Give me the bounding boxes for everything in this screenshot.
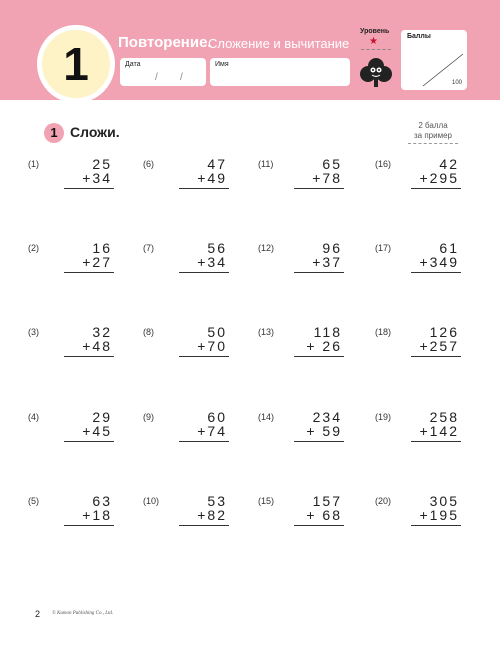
problem-addend-bottom: +74 [197, 423, 227, 439]
problem-addend-top: 50 [207, 324, 227, 340]
answer-line [294, 441, 344, 442]
page-subtitle: Сложение и вычитание [208, 36, 350, 51]
score-box[interactable] [401, 30, 467, 90]
problem-item[interactable] [143, 240, 233, 283]
answer-line [411, 272, 461, 273]
problem-addend-top: 258 [429, 409, 459, 425]
answer-line [179, 188, 229, 189]
answer-line [179, 441, 229, 442]
answer-line [179, 525, 229, 526]
level-star-icon: ★ [369, 36, 378, 47]
problem-number: (17) [375, 243, 392, 253]
page-title: Повторение. [118, 34, 212, 51]
problem-addend-bottom: + 26 [306, 338, 342, 354]
problem-item[interactable] [258, 324, 348, 367]
level-label: Уровень [360, 28, 390, 35]
date-label: Дата [125, 61, 141, 68]
problem-addend-bottom: +257 [419, 338, 459, 354]
problem-addend-bottom: +195 [419, 507, 459, 523]
problem-item[interactable] [258, 409, 348, 452]
answer-line [411, 525, 461, 526]
score-max: 100 [451, 80, 462, 86]
problem-addend-bottom: +142 [419, 423, 459, 439]
problem-number: (6) [143, 159, 154, 169]
problem-number: (7) [143, 243, 154, 253]
problem-addend-bottom: +37 [312, 254, 342, 270]
problem-item[interactable] [375, 409, 465, 452]
problem-item[interactable] [143, 156, 233, 199]
problem-item[interactable] [28, 156, 118, 199]
problem-addend-bottom: +48 [82, 338, 112, 354]
problem-addend-top: 61 [439, 240, 459, 256]
problem-addend-top: 157 [312, 493, 342, 509]
answer-line [294, 525, 344, 526]
problem-addend-bottom: +34 [197, 254, 227, 270]
problem-addend-bottom: + 68 [306, 507, 342, 523]
copyright-text: © Kumon Publishing Co., Ltd. [52, 611, 114, 616]
answer-line [411, 188, 461, 189]
problem-number: (18) [375, 327, 392, 337]
problem-number: (11) [258, 159, 274, 169]
problem-addend-bottom: +18 [82, 507, 112, 523]
problem-number: (15) [258, 496, 275, 506]
problem-addend-top: 25 [92, 156, 112, 172]
problem-addend-bottom: +49 [197, 170, 227, 186]
level-divider [361, 49, 391, 50]
problem-number: (9) [143, 412, 154, 422]
problem-item[interactable] [143, 324, 233, 367]
date-field[interactable] [120, 58, 206, 86]
problem-item[interactable] [375, 240, 465, 283]
problem-number: (10) [143, 496, 160, 506]
answer-line [64, 356, 114, 357]
answer-line [64, 525, 114, 526]
problem-item[interactable] [375, 324, 465, 367]
problem-number: (14) [258, 412, 275, 422]
problem-number: (1) [28, 159, 39, 169]
problem-addend-bottom: +45 [82, 423, 112, 439]
answer-line [294, 356, 344, 357]
problem-item[interactable] [143, 493, 233, 536]
section-number: 1 [50, 125, 58, 140]
problem-number: (13) [258, 327, 275, 337]
problem-addend-top: 60 [207, 409, 227, 425]
name-label: Имя [215, 61, 229, 68]
problem-addend-top: 53 [207, 493, 227, 509]
problem-addend-bottom: +349 [419, 254, 459, 270]
problem-number: (16) [375, 159, 392, 169]
answer-line [179, 272, 229, 273]
problem-addend-top: 96 [322, 240, 342, 256]
problem-addend-bottom: +82 [197, 507, 227, 523]
score-label: Баллы [407, 33, 431, 40]
club-mascot-icon [359, 56, 393, 90]
answer-line [64, 188, 114, 189]
lesson-number-badge [37, 25, 115, 103]
problem-addend-top: 16 [92, 240, 112, 256]
answer-line [64, 441, 114, 442]
answer-line [294, 272, 344, 273]
problem-number: (12) [258, 243, 275, 253]
problem-addend-top: 118 [313, 324, 342, 340]
problem-item[interactable] [258, 493, 348, 536]
problem-item[interactable] [258, 240, 348, 283]
problem-item[interactable] [28, 324, 118, 367]
section-number-badge [44, 123, 64, 143]
problem-addend-top: 65 [322, 156, 342, 172]
page-number: 2 [35, 609, 41, 619]
problem-item[interactable] [375, 156, 465, 199]
problem-item[interactable] [28, 493, 118, 536]
points-line-1: 2 балла [418, 121, 448, 130]
problem-number: (20) [375, 496, 392, 506]
answer-line [294, 188, 344, 189]
problem-addend-top: 63 [92, 493, 112, 509]
problem-item[interactable] [28, 240, 118, 283]
problem-item[interactable] [143, 409, 233, 452]
problem-addend-top: 42 [439, 156, 459, 172]
problem-addend-top: 56 [207, 240, 227, 256]
problem-number: (5) [28, 496, 39, 506]
problem-number: (19) [375, 412, 392, 422]
points-note [408, 121, 458, 144]
points-line-2: за пример [414, 131, 452, 140]
problem-number: (4) [28, 412, 39, 422]
problem-addend-bottom: +70 [197, 338, 227, 354]
problem-number: (3) [28, 327, 39, 337]
answer-line [411, 356, 461, 357]
date-separator-1: / [155, 72, 158, 83]
lesson-number: 1 [63, 38, 89, 90]
problem-item[interactable] [258, 156, 348, 199]
name-field[interactable] [210, 58, 350, 86]
problem-addend-bottom: + 59 [306, 423, 342, 439]
problem-number: (2) [28, 243, 39, 253]
date-separator-2: / [180, 72, 183, 83]
problem-number: (8) [143, 327, 154, 337]
problem-addend-bottom: +27 [82, 254, 112, 270]
problem-addend-top: 47 [207, 156, 227, 172]
problem-addend-top: 305 [429, 493, 459, 509]
problem-addend-top: 29 [92, 409, 112, 425]
problem-addend-top: 32 [92, 324, 112, 340]
answer-line [411, 441, 461, 442]
problem-addend-bottom: +78 [312, 170, 342, 186]
answer-line [179, 356, 229, 357]
problem-addend-bottom: +34 [82, 170, 112, 186]
problem-item[interactable] [375, 493, 465, 536]
section-title: Сложи. [70, 124, 120, 140]
problem-item[interactable] [28, 409, 118, 452]
answer-line [64, 272, 114, 273]
problem-addend-top: 126 [429, 324, 459, 340]
problem-addend-bottom: +295 [419, 170, 459, 186]
problem-addend-top: 234 [312, 409, 342, 425]
